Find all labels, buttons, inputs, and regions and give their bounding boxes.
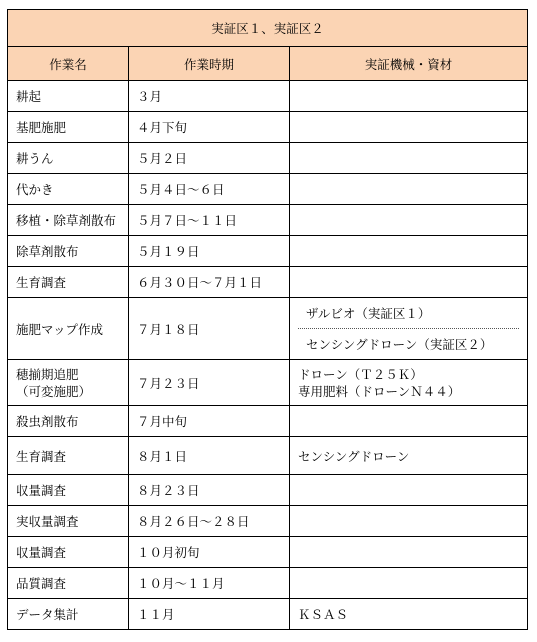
equipment-cell xyxy=(290,475,528,506)
equipment-cell xyxy=(290,267,528,298)
timing-cell: ７月２３日 xyxy=(129,360,290,406)
table-row xyxy=(8,205,528,236)
equipment-cell xyxy=(290,360,528,406)
equipment-line: ドローン（Ｔ２５Ｋ） xyxy=(298,366,423,382)
equipment-cell: センシングドローン xyxy=(290,437,528,475)
task-cell: 生育調査 xyxy=(8,437,129,475)
table-row xyxy=(8,267,528,298)
schedule-table xyxy=(7,9,528,630)
equipment-cell xyxy=(290,406,528,437)
equipment-cell xyxy=(290,568,528,599)
table-row xyxy=(8,506,528,537)
table-row xyxy=(8,298,528,360)
timing-cell: ５月２日 xyxy=(129,143,290,174)
table-row xyxy=(8,143,528,174)
table-row xyxy=(8,568,528,599)
timing-cell: ５月１９日 xyxy=(129,236,290,267)
task-cell: 代かき xyxy=(8,174,129,205)
table-row xyxy=(8,475,528,506)
table-row xyxy=(8,236,528,267)
equipment-cell xyxy=(290,298,528,360)
table-row xyxy=(8,81,528,112)
equipment-cell xyxy=(290,174,528,205)
table-row xyxy=(8,112,528,143)
task-line: （可変施肥） xyxy=(16,383,92,399)
task-cell: 耕うん xyxy=(8,143,129,174)
equipment-line: 専用肥料（ドローンＮ４４） xyxy=(298,383,461,399)
timing-cell: ５月４日～６日 xyxy=(129,174,290,205)
task-line: 穂揃期追肥 xyxy=(16,366,79,382)
timing-cell: ７月中旬 xyxy=(129,406,290,437)
task-cell: 基肥施肥 xyxy=(8,112,129,143)
timing-cell: ４月下旬 xyxy=(129,112,290,143)
table-title-row xyxy=(8,10,528,47)
header-task: 作業名 xyxy=(8,47,129,81)
table-title: 実証区１、実証区２ xyxy=(8,10,528,47)
equipment-cell: ＫＳＡＳ xyxy=(290,599,528,630)
timing-cell: ６月３０日～７月１日 xyxy=(129,267,290,298)
equipment-cell xyxy=(290,112,528,143)
timing-cell: １１月 xyxy=(129,599,290,630)
header-equipment: 実証機械・資材 xyxy=(290,47,528,81)
equipment-cell xyxy=(290,236,528,267)
task-cell: 除草剤散布 xyxy=(8,236,129,267)
task-cell: 実収量調査 xyxy=(8,506,129,537)
timing-cell: ８月１日 xyxy=(129,437,290,475)
header-row xyxy=(8,47,528,81)
table-row xyxy=(8,174,528,205)
timing-cell: １０月初旬 xyxy=(129,537,290,568)
table-row xyxy=(8,406,528,437)
equipment-cell xyxy=(290,143,528,174)
task-cell: 耕起 xyxy=(8,81,129,112)
equipment-subitem: ザルビオ（実証区１） xyxy=(298,298,519,329)
equipment-cell xyxy=(290,81,528,112)
equipment-subitem: センシングドローン（実証区２） xyxy=(306,337,493,352)
task-cell: 品質調査 xyxy=(8,568,129,599)
header-timing: 作業時期 xyxy=(129,47,290,81)
task-cell: 収量調査 xyxy=(8,537,129,568)
timing-cell: ５月７日～１１日 xyxy=(129,205,290,236)
timing-cell: １０月～１１月 xyxy=(129,568,290,599)
timing-cell: ３月 xyxy=(129,81,290,112)
task-cell: 施肥マップ作成 xyxy=(8,298,129,360)
table-row xyxy=(8,537,528,568)
equipment-cell xyxy=(290,506,528,537)
task-cell xyxy=(8,360,129,406)
table-row xyxy=(8,437,528,475)
task-cell: 殺虫剤散布 xyxy=(8,406,129,437)
equipment-cell xyxy=(290,537,528,568)
timing-cell: ７月１８日 xyxy=(129,298,290,360)
task-cell: 移植・除草剤散布 xyxy=(8,205,129,236)
task-cell: 生育調査 xyxy=(8,267,129,298)
timing-cell: ８月２６日～２８日 xyxy=(129,506,290,537)
equipment-cell xyxy=(290,205,528,236)
table-row xyxy=(8,360,528,406)
table-row xyxy=(8,599,528,630)
task-cell: データ集計 xyxy=(8,599,129,630)
task-cell: 収量調査 xyxy=(8,475,129,506)
timing-cell: ８月２３日 xyxy=(129,475,290,506)
